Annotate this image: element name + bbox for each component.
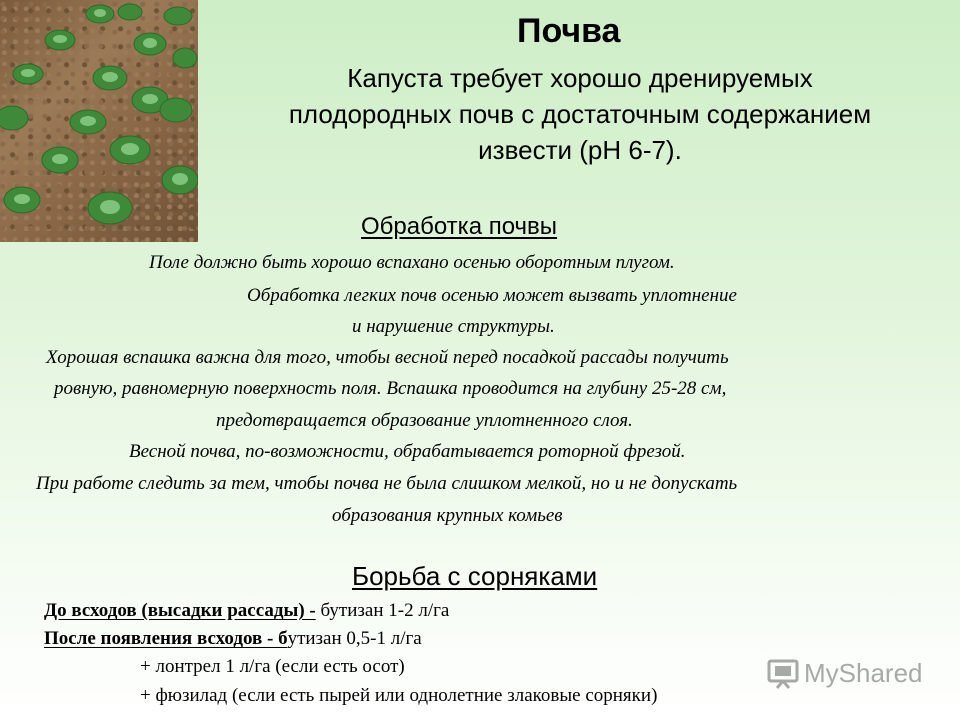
weed-row: + фюзилад (если есть пырей или однолетние злаковые сорняки): [140, 685, 658, 706]
intro-line: Капуста требует хорошо дренируемых: [347, 63, 813, 93]
soil-text-line: Поле должно быть хорошо вспахано осенью оборотным плугом.: [149, 252, 675, 273]
soil-text-line: Хорошая вспашка важна для того, чтобы весной перед посадкой рассады получить: [46, 347, 729, 368]
myshared-watermark: [766, 656, 923, 690]
weed-row-stage: После появления всходов - б: [44, 628, 288, 649]
soil-text-line: предотвращается образование уплотненного слоя.: [216, 410, 633, 431]
watermark-text: MyShared: [804, 657, 923, 688]
weed-row-stage: До всходов (высадки рассады) -: [44, 600, 316, 621]
weed-row-treatment: утизан 0,5-1 л/га: [287, 628, 422, 649]
intro-line: извести (pH 6-7).: [478, 135, 682, 165]
page-title: [0, 12, 960, 51]
weed-row: [44, 628, 422, 650]
weed-row-treatment: бутизан 1-2 л/га: [315, 600, 450, 621]
soil-text-line: и нарушение структуры.: [352, 316, 555, 337]
weed-row: + лонтрел 1 л/га (если есть осот): [140, 656, 405, 677]
soil-text-line: Весной почва, по-возможности, обрабатывается роторной фрезой.: [129, 441, 686, 462]
soil-text-line: ровную, равномерную поверхность поля. Вспашка проводится на глубину 25-28 см,: [54, 378, 727, 399]
weed-control-heading: Борьба с сорняками: [352, 561, 598, 591]
soil-treatment-heading: Обработка почвы: [361, 213, 558, 240]
intro-paragraph: [200, 60, 960, 168]
intro-line: плодородных почв с достаточным содержанием: [288, 99, 872, 129]
soil-text-line: образования крупных комьев: [332, 505, 563, 526]
presentation-icon: [766, 656, 800, 690]
page-title-text: Почва: [517, 12, 621, 50]
soil-text-line: При работе следить за тем, чтобы почва не была слишком мелкой, но и не допускать: [36, 473, 738, 494]
weed-row: [44, 600, 449, 622]
soil-text-line: Обработка легких почв осенью может вызвать уплотнение: [247, 285, 737, 306]
